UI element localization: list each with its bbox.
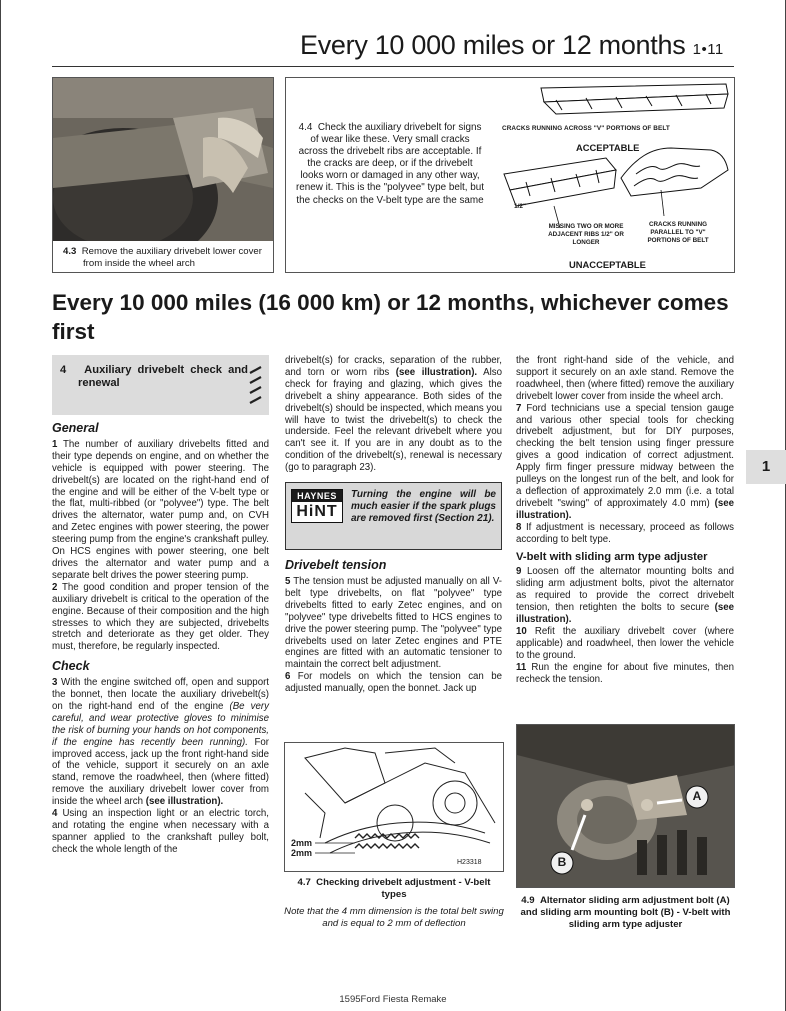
label-unacceptable: UNACCEPTABLE: [569, 259, 646, 270]
main-heading: Every 10 000 miles (16 000 km) or 12 months, whichever comes first: [52, 290, 729, 344]
paragraph-3-text-b: For improved access, jack up the front right-hand side of the vehicle, support it securely on an axle stand, remove the roadwheel, then (where fitted) remove the auxiliary drivebelt lower cover from inside the wheel arch: [52, 736, 269, 808]
figure-4-3-number: 4.3: [63, 246, 77, 257]
paragraph-4-text: Using an inspection light or an electric torch, and rotating the engine when necessary with a spanner applied to the crankshaft pulley bolt, check the whole length of the: [52, 808, 269, 855]
paragraph-3-italic: (Be very careful, and wear protective gloves to minimise the risk of burning your hands on hot components, if the engine has recently been running).: [52, 700, 269, 748]
paragraph-5-num: 5: [285, 575, 291, 587]
paragraph-3: [52, 677, 269, 808]
paragraph-4-cont-b: Also check for fraying and glazing, which gives the drivebelt a shiny appearance. Both sides of the drivebelt(s) should be inspected, which means you will have to twist the drivebelt(s) to check the underside. Feel the relevant drivebelt where you can't see it. If you are in any doubt as to the condition of the drivebelt(s), renewal is necessary (go to paragraph 23).: [285, 366, 503, 474]
heading-general: General: [52, 421, 99, 435]
label-bolt-a: A: [692, 789, 702, 803]
hint-text: Turning the engine will be much easier if the spark plugs are removed first (Section 21).: [351, 489, 496, 525]
haynes-hint-logo: [291, 489, 343, 523]
section-heading-box: [52, 355, 269, 415]
paragraph-8: [516, 522, 734, 546]
page-number: 1•11: [692, 41, 724, 58]
paragraph-3-text-a: With the engine switched off, open and support the bonnet, then locate the auxiliary drivebelt(s) on the right-hand end of the engine: [52, 677, 269, 712]
paragraph-4-cont-a: drivebelt(s) for cracks, separation of the rubber, and torn or worn ribs: [285, 355, 502, 378]
paragraph-9-ref: (see illustration).: [516, 602, 734, 626]
figure-4-7: [284, 742, 504, 872]
section-number: 4: [60, 364, 67, 376]
paragraph-10: [516, 626, 734, 662]
paragraph-1: [52, 439, 269, 582]
paragraph-10-text: Refit the auxiliary drivebelt cover (where applicable) and roadwheel, then lower the vehicle to the ground.: [516, 625, 734, 661]
figure-4-9-number: 4.9: [521, 895, 535, 906]
v-belt-deflection-diagram: [285, 743, 503, 871]
running-header: [300, 30, 750, 61]
figure-4-4: [285, 77, 735, 273]
header-rule: [52, 66, 734, 67]
figure-4-4-caption-text: Check the auxiliary drivebelt for signs of wear like these. Very small cracks across the drivebelt ribs are acceptable. If the cracks are deep, or if the drivebelt looks worn or damaged in any other way, renew it. This is the "polyvee" type belt, but the checks on the V-belt type are the same: [296, 122, 484, 206]
label-cracks-across: CRACKS RUNNING ACROSS "V" PORTIONS OF BELT: [502, 125, 670, 132]
figure-4-3-caption-text: Remove the auxiliary drivebelt lower cover from inside the wheel arch: [81, 246, 262, 269]
label-acceptable: ACCEPTABLE: [576, 142, 640, 153]
paragraph-4: [52, 808, 269, 856]
paragraph-6-text: For models on which the tension can be adjusted manually, open the bonnet. Jack up: [285, 671, 502, 695]
figure-4-9-caption-text: Alternator sliding arm adjustment bolt (A) and sliding arm mounting bolt (B) - V-belt with sliding arm type adjuster: [520, 895, 731, 930]
paragraph-11-num: 11: [516, 661, 527, 673]
heading-v-belt-sliding-arm: V-belt with sliding arm type adjuster: [516, 550, 708, 563]
paragraph-3-num: 3: [52, 677, 58, 689]
paragraph-9-num: 9: [516, 566, 522, 578]
haynes-hint-box: [285, 482, 502, 550]
column-2: [285, 355, 502, 695]
page-edge-left: [0, 0, 1, 1011]
figure-4-4-caption: [296, 122, 484, 207]
label-cracks-parallel: CRACKS RUNNING PARALLEL TO "V" PORTIONS OF BELT: [647, 221, 709, 244]
paragraph-2-text: The good condition and proper tension of the auxiliary drivebelt is critical to the operation of the engine. Because of their composition and the high stresses to which they are subjected, drivebelts stretch and deteriorate as they get older. They must, therefore, be regularly inspected.: [52, 581, 269, 653]
figure-4-9-photo: [516, 724, 735, 888]
page-footer: 1595Ford Fiesta Remake: [339, 994, 447, 1005]
hint-logo-top: HAYNES: [292, 490, 342, 502]
paragraph-7-num: 7: [516, 402, 522, 414]
figure-4-9-caption: [516, 895, 735, 931]
label-missing-ribs: MISSING TWO OR MORE ADJACENT RIBS 1/2" OR LONGER: [548, 223, 624, 246]
label-bolt-b: B: [557, 855, 567, 869]
paragraph-7-text: Ford technicians use a special tension gauge and various other special tools for checking drivebelt adjustment, but for DIY purposes, checking the belt tension using finger pressure gives a good indication of correct adjustment. Apply firm finger pressure midway between the pulleys on the longest run of the belt, and look for a deflection of approximately 2.0 mm (i.e. a total drivebelt "swing" of approximately 4.0 mm): [516, 402, 734, 509]
paragraph-4-ref: (see illustration).: [395, 366, 478, 378]
label-half-inch: 1/2": [514, 203, 527, 210]
paragraph-11-text: Run the engine for about five minutes, then recheck the tension.: [516, 661, 734, 685]
section-title-text: Auxiliary drivebelt check and renewal: [78, 364, 248, 389]
paragraph-8-num: 8: [516, 521, 522, 533]
paragraph-4-num: 4: [52, 808, 58, 820]
figure-4-7-caption: [284, 877, 504, 901]
label-2mm-upper: 2mm: [291, 838, 313, 848]
paragraph-6-num: 6: [285, 671, 291, 683]
figure-4-7-number: 4.7: [297, 877, 311, 888]
paragraph-7: [516, 403, 734, 522]
chapter-tab: 1: [746, 450, 786, 484]
spanner-rating-icon: [247, 363, 265, 407]
paragraph-3-ref: (see illustration).: [145, 796, 224, 808]
paragraph-6-cont-text: the front right-hand side of the vehicle, and support it securely on an axle stand. Remove the roadwheel, then (where fitted) remove the auxiliary drivebelt lower cover from inside the wheel arch.: [516, 355, 734, 402]
paragraph-5: [285, 576, 502, 671]
paragraph-8-text: If adjustment is necessary, proceed as follows according to belt type.: [516, 521, 734, 545]
paragraph-9-text: Loosen off the alternator mounting bolts and sliding arm adjustment bolts, pivot the alternator as required to provide the correct drivebelt tension, then retighten the bolts to secure: [516, 566, 734, 614]
figure-4-3-caption: [53, 241, 273, 270]
figure-4-7-note: Note that the 4 mm dimension is the total belt swing and is equal to 2 mm of deflection: [284, 906, 504, 929]
figure-4-4-number: 4.4: [298, 122, 313, 133]
paragraph-11: [516, 662, 734, 686]
heading-drivebelt-tension: Drivebelt tension: [285, 558, 387, 573]
paragraph-5-text: The tension must be adjusted manually on all V-belt type drivebelts, on flat "polyvee" type drivebelts fitted to early Zetec engines, and on "polyvee" type drivebelts fitted to HCS engines to drive the power steering pump. The "polyvee" type drivebelts used on later Zetec engines and PTE engines are fitted with an automatic tensioner to maintain the correct belt adjustment.: [285, 575, 502, 671]
paragraph-4-cont: [285, 355, 502, 474]
figure-4-7-caption-text: Checking drivebelt adjustment - V-belt types: [316, 877, 491, 900]
paragraph-10-num: 10: [516, 625, 527, 637]
paragraph-9: [516, 566, 734, 626]
figure-code: H23318: [457, 859, 482, 866]
photo-wheel-arch: [53, 78, 273, 241]
label-2mm-lower: 2mm: [291, 848, 313, 858]
header-title: Every 10 000 miles or 12 months: [300, 30, 686, 60]
paragraph-1-num: 1: [52, 438, 58, 450]
hint-logo-bottom: HiNT: [296, 503, 338, 521]
paragraph-2: [52, 582, 269, 653]
column-1: [52, 355, 269, 856]
paragraph-2-num: 2: [52, 581, 58, 593]
paragraph-1-text: The number of auxiliary drivebelts fitted and their type depends on engine, and on whether the vehicle is equipped with power steering. The drivebelt(s) are located on the right-hand end of the engine and will be either of the V-belt type or the flat, multi-ribbed (or "polyvee") type. The belt drives the alternator, water pump and, on CVH and Zetec engines with power steering, the power steering pump from the engine's crankshaft pulley. On HCS engines with power steering, one belt drives the alternator and water pump and a separate belt drives the power steering pump.: [52, 438, 269, 581]
column-3: [516, 355, 734, 685]
section-title: [60, 364, 248, 390]
paragraph-6-cont: [516, 355, 734, 403]
figure-4-3: [52, 77, 274, 273]
heading-check: Check: [52, 659, 90, 674]
paragraph-7-ref: (see illustration).: [516, 497, 734, 521]
paragraph-6: [285, 671, 502, 695]
